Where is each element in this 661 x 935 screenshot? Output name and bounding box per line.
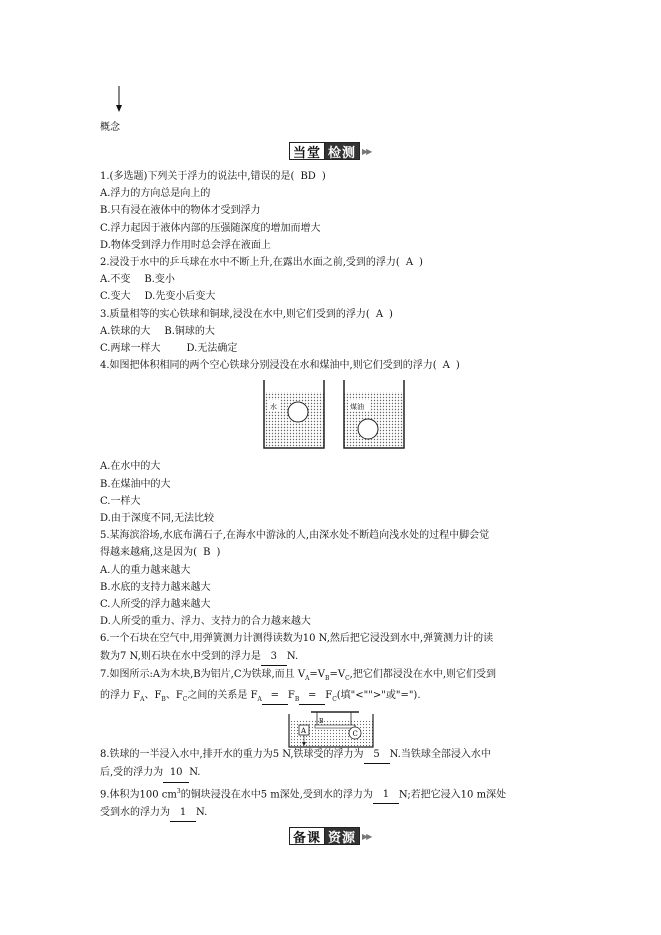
- option: B.铜球的大: [164, 325, 215, 337]
- option: B.只有浸在液体中的物体才受到浮力: [100, 205, 261, 217]
- concept-label: 概念: [100, 122, 120, 133]
- option: D.先变小后变大: [144, 291, 216, 303]
- q7-figure: [287, 711, 375, 749]
- option: D.无法确定: [186, 343, 238, 355]
- kerosene-beaker: [344, 380, 404, 448]
- answer: A: [442, 360, 450, 372]
- question-7-cont: 的浮力 $F_A$、$F_B$、$F_C$之间的关系是 $F_A = F_B = F_C$(填"<"">"或"=").: [100, 687, 570, 708]
- option: C.浮力起因于液体内部的压强随深度的增加而增大: [100, 222, 321, 234]
- svg-text:C: C: [352, 730, 358, 738]
- option: B.变小: [144, 274, 175, 286]
- q4-figure: [262, 378, 412, 452]
- question-4: 4.如图把体积相同的两个空心铁球分别浸没在水和煤油中,则它们受到的浮力( A ): [100, 357, 570, 374]
- svg-text:A: A: [301, 727, 307, 735]
- ball: [288, 402, 308, 422]
- question-3: 3.质量相等的实心铁球和铜球,浸没在水中,则它们受到的浮力( A ): [100, 306, 570, 323]
- question-1: 1.(多选题)下列关于浮力的说法中,错误的是( BD ): [100, 168, 570, 185]
- option: A.铁球的大: [100, 325, 151, 337]
- banner-dark-text: 检测: [324, 142, 360, 160]
- double-triangle-icon: ▶▶: [362, 146, 371, 156]
- option-row: [100, 323, 570, 340]
- section-banner-practice: [289, 142, 370, 160]
- option: A.人的重力越来越大: [100, 564, 191, 576]
- option: B.在煤油中的大: [100, 478, 171, 490]
- answer-blank: 1: [170, 804, 196, 822]
- banner-dark-text: 资源: [324, 827, 360, 845]
- answer-blank: 10: [163, 764, 189, 782]
- plate-b: [315, 725, 355, 728]
- option: D.由于深度不同,无法比较: [100, 513, 215, 525]
- option-row: [100, 288, 570, 305]
- question-9: 9.体积为100 $cm^3$的铜块浸没在水中5 m深处,受到水的浮力为 1 N;若把它浸入10 m深处: [100, 783, 570, 805]
- question-2: 2.浸没于水中的乒乓球在水中不断上升,在露出水面之前,受到的浮力( A ): [100, 254, 570, 271]
- answer: A: [375, 308, 384, 320]
- question-7: 7.如图所示:A为木块,B为铝片,C为铁球,而且 $V_A=V_B=V_C$,把它们都浸没在水中,则它们受到: [100, 668, 497, 682]
- answer-blank: 1: [373, 786, 399, 804]
- svg-text:B: B: [319, 718, 324, 725]
- answer: B: [203, 547, 211, 559]
- option: C.两球一样大: [100, 343, 161, 355]
- water-beaker: [264, 380, 324, 448]
- answer-blank: 5: [364, 746, 390, 764]
- option-row: [100, 271, 570, 288]
- option: C.一样大: [100, 495, 141, 507]
- question-5: 5.某海滨浴场,水底布满石子,在海水中游泳的人,由深水处不断趋向浅水处的过程中脚会觉: [100, 530, 490, 542]
- option: C.变大: [100, 291, 131, 303]
- answer: BD: [300, 171, 316, 182]
- question-9-cont: 受到水的浮力为 1 N.: [100, 804, 570, 822]
- beaker-label: 煤油: [350, 403, 364, 411]
- answer-blank: =: [262, 687, 288, 705]
- question-5-cont: 得越来越痛,这是因为( B ): [100, 544, 570, 561]
- question-6-cont: 数为7 N,则石块在水中受到的浮力是 3 N.: [100, 648, 570, 666]
- option-row: [100, 340, 570, 357]
- double-triangle-icon: ▶▶: [362, 831, 371, 841]
- option: D.物体受到浮力作用时总会浮在液面上: [100, 239, 271, 251]
- option: D.人所受的重力、浮力、支持力的合力越来越大: [100, 616, 311, 628]
- option: A.不变: [100, 274, 131, 286]
- banner-white-text: 当堂: [289, 142, 325, 160]
- answer: A: [405, 257, 414, 269]
- beaker-label: 水: [270, 403, 277, 411]
- section-banner-resources: [289, 827, 370, 845]
- ball: [358, 419, 378, 439]
- answer-blank: =: [299, 687, 325, 705]
- option: A.浮力的方向总是向上的: [100, 188, 211, 200]
- option: C.人所受的浮力越来越大: [100, 599, 211, 611]
- question-6: 6.一个石块在空气中,用弹簧测力计测得读数为10 N,然后把它浸没到水中,弹簧测力计的读: [100, 633, 494, 645]
- banner-white-text: 备课: [289, 827, 325, 845]
- option: B.水底的支持力越来越大: [100, 581, 211, 593]
- down-arrow-icon: [115, 86, 123, 112]
- question-8-cont: 后,受的浮力为 10 N.: [100, 764, 570, 782]
- option: A.在水中的大: [100, 461, 161, 473]
- question-8: 8.铁球的一半浸入水中,排开水的重力为5 N,铁球受的浮力为 5 N.当铁球全部浸入水中: [100, 746, 570, 764]
- answer-blank: 3: [261, 648, 287, 666]
